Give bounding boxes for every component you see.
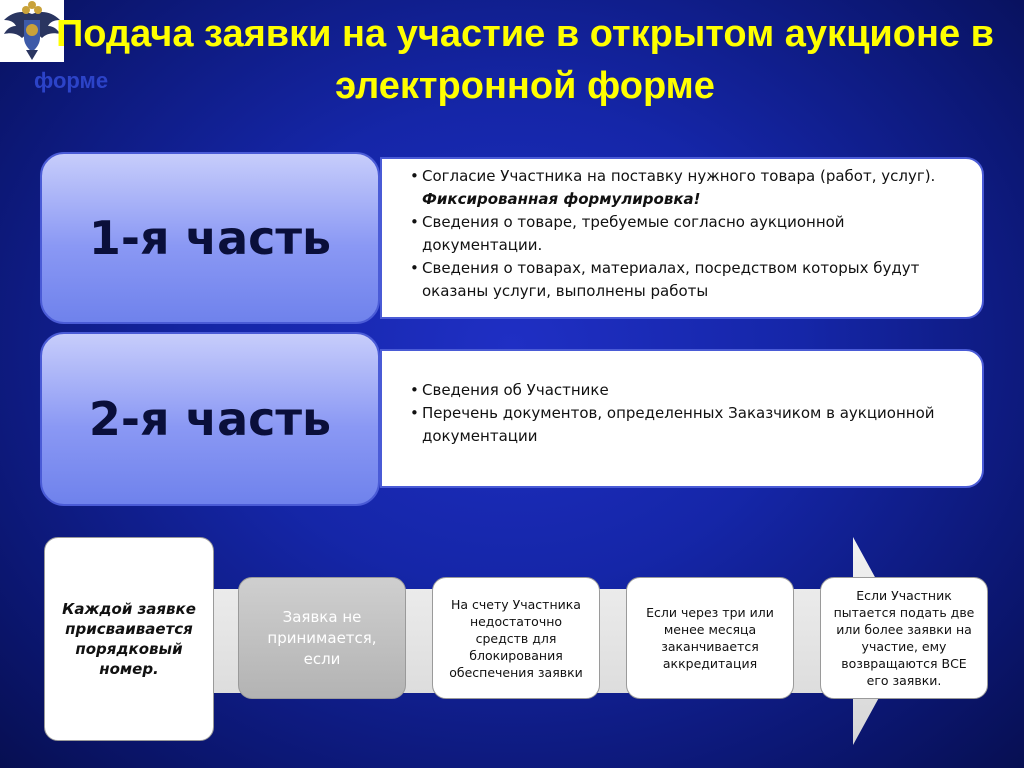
part-1-box bbox=[40, 152, 380, 324]
condition-card: Если Участник пытается подать две или более заявки на участие, ему возвращаются ВСЕ его заявки. bbox=[820, 577, 988, 699]
list-item: • Сведения о товаре, требуемые согласно аукционной документации. bbox=[410, 211, 952, 257]
emphasis-text: Фиксированная формулировка! bbox=[422, 190, 701, 208]
list-item: • Сведения о товарах, материалах, посредством которых будут оказаны услуги, выполнены работы bbox=[410, 257, 952, 303]
part-2-description bbox=[380, 349, 984, 488]
part-2-box bbox=[40, 332, 380, 506]
list-item: • Сведения об Участнике bbox=[410, 379, 952, 402]
numbering-note-card: Каждой заявке присваивается порядковый номер. bbox=[44, 537, 214, 741]
part-1-description bbox=[380, 157, 984, 319]
page-title: Подача заявки на участие в открытом аукционе в электронной форме bbox=[55, 13, 995, 107]
list-item: • Согласие Участника на поставку нужного товара (работ, услуг). Фиксированная формулировка! bbox=[410, 165, 952, 211]
part-2-label: 2-я часть bbox=[88, 392, 332, 446]
list-item: • Перечень документов, определенных Заказчиком в аукционной документации bbox=[410, 402, 952, 448]
condition-card: На счету Участника недостаточно средств для блокирования обеспечения заявки bbox=[432, 577, 600, 699]
ghost-subtitle: форме bbox=[34, 68, 109, 93]
rejected-card: Заявка не принимается, если bbox=[238, 577, 406, 699]
condition-card: Если через три или менее месяца заканчивается аккредитация bbox=[626, 577, 794, 699]
part-1-label: 1-я часть bbox=[88, 211, 332, 265]
